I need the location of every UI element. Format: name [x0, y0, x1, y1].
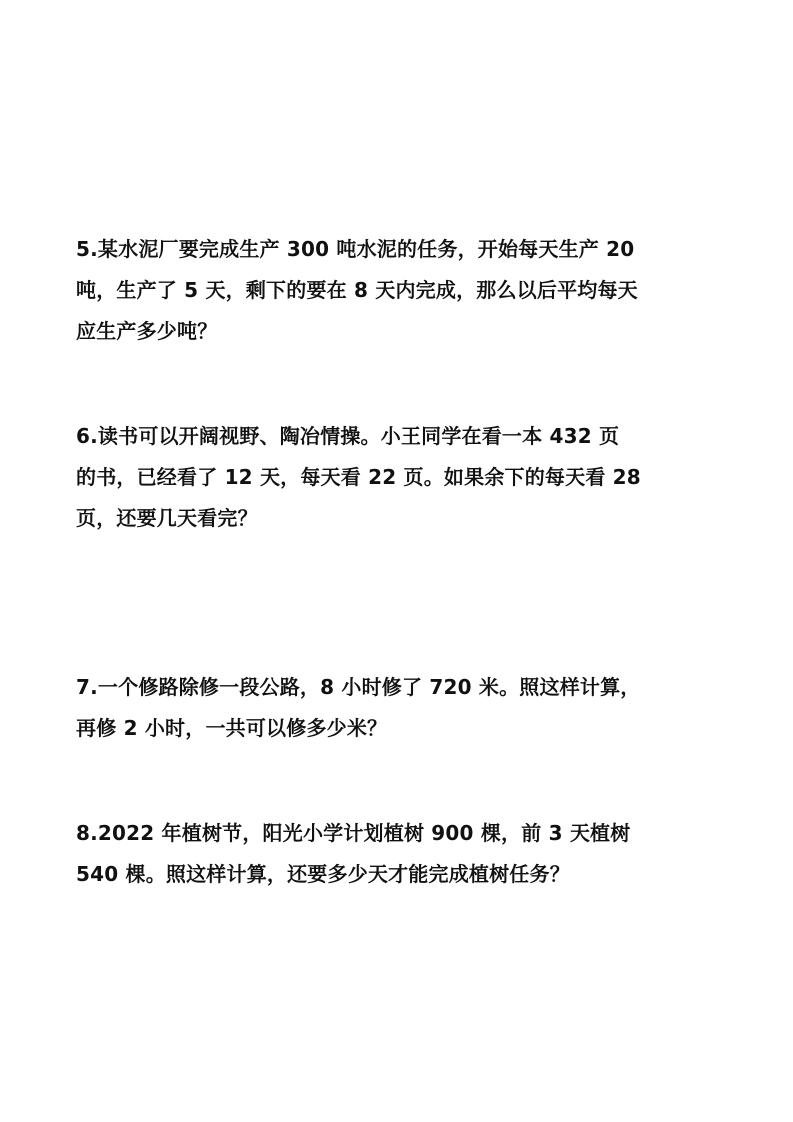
problem-5: [76, 229, 706, 352]
problem-7: [76, 667, 706, 749]
problem-6-line-2: 的书，已经看了 12 天，每天看 22 页。如果余下的每天看 28: [76, 465, 641, 489]
problem-8-line-1: 8.2022 年植树节，阳光小学计划植树 900 棵，前 3 天植树: [76, 821, 631, 845]
problem-7-line-1: 7.一个修路除修一段公路，8 小时修了 720 米。照这样计算，: [76, 675, 641, 699]
problem-5-line-2: 吨，生产了 5 天，剩下的要在 8 天内完成，那么以后平均每天: [76, 278, 638, 302]
problem-8-line-2: 540 棵。照这样计算，还要多少天才能完成植树任务？: [76, 862, 570, 886]
problem-6: [76, 416, 706, 539]
problem-8: [76, 813, 706, 895]
problem-7-line-2: 再修 2 小时，一共可以修多少米？: [76, 716, 388, 740]
problem-5-line-1: 5.某水泥厂要完成生产 300 吨水泥的任务，开始每天生产 20: [76, 237, 635, 261]
problem-6-line-3: 页，还要几天看完？: [76, 506, 258, 530]
problem-6-line-1: 6.读书可以开阔视野、陶冶情操。小王同学在看一本 432 页: [76, 424, 620, 448]
problem-5-line-3: 应生产多少吨？: [76, 319, 218, 343]
